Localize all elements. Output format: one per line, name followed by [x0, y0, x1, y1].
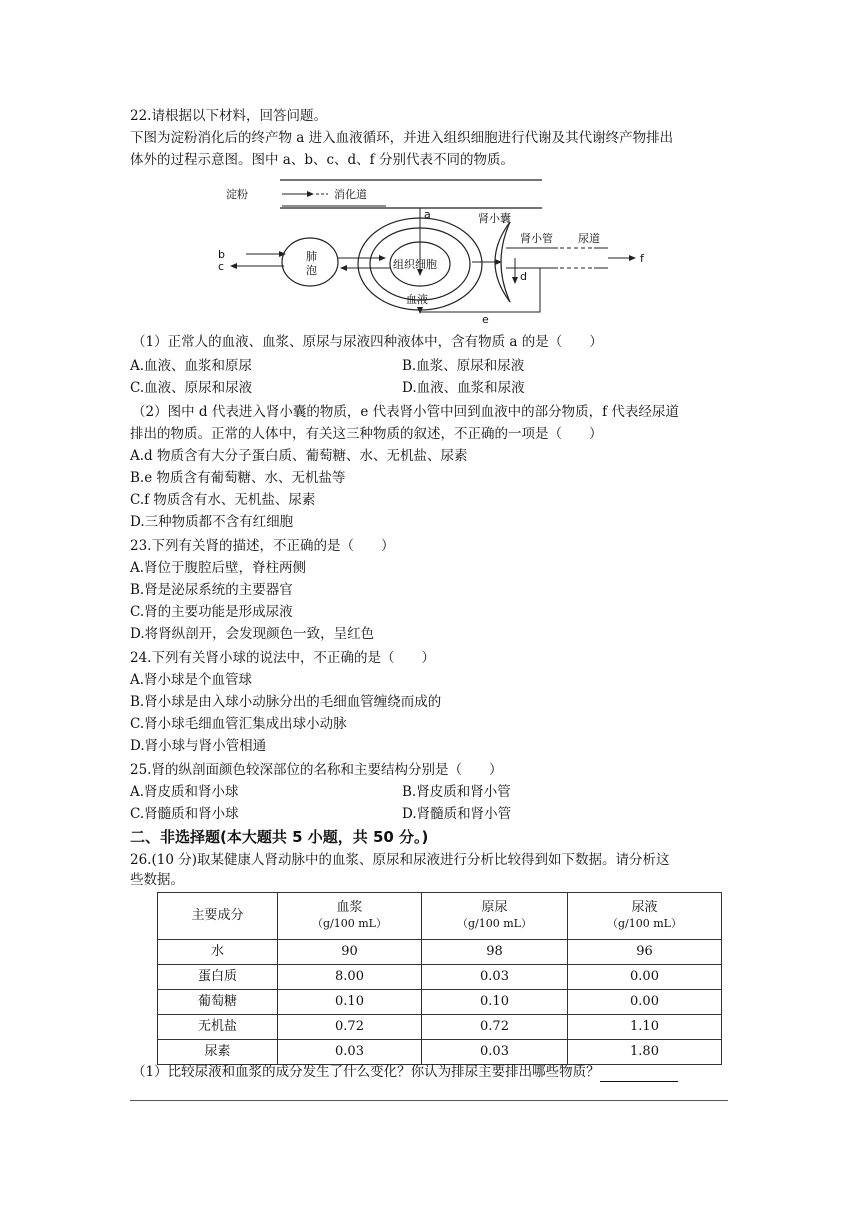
q23-opt-c: C.肾的主要功能是形成尿液: [130, 604, 293, 620]
q26-sub1: [132, 1062, 678, 1082]
table-cell: 0.72: [422, 1015, 568, 1040]
table-header-row: [158, 893, 722, 940]
q24-opt-d: D.肾小球与肾小管相通: [130, 738, 267, 754]
diagram-blood-label: 血液: [406, 293, 428, 306]
q22-intro-line2: 体外的过程示意图。图中 a、b、c、d、f 分别代表不同的物质。: [130, 152, 514, 168]
q22-sub2-opt-d: D.三种物质都不含有红细胞: [130, 514, 294, 530]
diagram-f-label: f: [640, 252, 644, 265]
table-cell: 0.10: [422, 990, 568, 1015]
table-row-label: 无机盐: [158, 1015, 278, 1040]
circulation-diagram: [210, 172, 650, 324]
table-row-label: 蛋白质: [158, 965, 278, 990]
q22-sub2-opt-b: B.e 物质含有葡萄糖、水、无机盐等: [130, 470, 346, 486]
diagram-tissue-label: 组织细胞: [393, 258, 437, 271]
diagram-digestive-label: 消化道: [334, 188, 367, 201]
table-cell: 0.10: [278, 990, 422, 1015]
q22-intro-line1: 下图为淀粉消化后的终产物 a 进入血液循环，并进入组织细胞进行代谢及其代谢终产物排出: [130, 130, 674, 146]
table-row-label: 葡萄糖: [158, 990, 278, 1015]
q26-sub1-text: （1）比较尿液和血浆的成分发生了什么变化？你认为排尿主要排出哪些物质？: [132, 1064, 600, 1080]
composition-table: [157, 892, 722, 1065]
table-col-primary-urine: [422, 893, 568, 940]
table-row: [158, 990, 722, 1015]
table-col-name: 血浆: [336, 900, 363, 915]
q23-opt-b: B.肾是泌尿系统的主要器官: [130, 582, 293, 598]
table-cell: 1.10: [568, 1015, 722, 1040]
diagram-b-label: b: [218, 248, 225, 261]
diagram-lung-label1: 肺: [306, 250, 317, 263]
table-cell: 90: [278, 940, 422, 965]
q26-line2: 些数据。: [130, 872, 184, 888]
q22-sub1-opt-a: A.血液、血浆和原尿: [130, 358, 253, 374]
diagram-tubule-label: 肾小管: [520, 232, 553, 245]
q22-sub1-opt-d: D.血液、血浆和尿液: [402, 380, 525, 396]
q26-line1: 26.(10 分)取某健康人肾动脉中的血浆、原尿和尿液进行分析比较得到如下数据。请分析这: [130, 852, 670, 868]
diagram-a-label: a: [424, 208, 431, 221]
table-col-name: 尿液: [631, 900, 658, 915]
q24-opt-b: B.肾小球是由入球小动脉分出的毛细血管缠绕而成的: [130, 694, 442, 710]
table-col-plasma: [278, 893, 422, 940]
diagram-d-label: d: [520, 270, 527, 283]
q24-title: 24.下列有关肾小球的说法中，不正确的是（ ）: [130, 650, 435, 666]
table-col-urine: [568, 893, 722, 940]
table-row-label: 尿素: [158, 1040, 278, 1065]
table-cell: 8.00: [278, 965, 422, 990]
diagram-capsule-label: 肾小囊: [478, 212, 511, 225]
diagram-urethra-label: 尿道: [578, 232, 600, 245]
q25-opt-b: B.肾皮质和肾小管: [402, 784, 511, 800]
table-cell: 98: [422, 940, 568, 965]
q22-title: 22.请根据以下材料，回答问题。: [130, 108, 327, 124]
table-col-unit: （g/100 mL）: [457, 917, 532, 930]
table-cell: 0.03: [422, 1040, 568, 1065]
table-corner: 主要成分: [158, 893, 278, 940]
diagram-lung-label2: 泡: [306, 264, 317, 277]
table-cell: 0.03: [422, 965, 568, 990]
table-col-unit: （g/100 mL）: [312, 917, 387, 930]
q22-sub2-opt-a: A.d 物质含有大分子蛋白质、葡萄糖、水、无机盐、尿素: [130, 448, 468, 464]
q23-title: 23.下列有关肾的描述，不正确的是（ ）: [130, 538, 395, 554]
page-bottom-rule: [130, 1100, 728, 1101]
table-row: [158, 1015, 722, 1040]
table-cell: 1.80: [568, 1040, 722, 1065]
table-col-name: 原尿: [481, 900, 508, 915]
table-cell: 0.72: [278, 1015, 422, 1040]
table-cell: 0.03: [278, 1040, 422, 1065]
q22-sub2-opt-c: C.f 物质含有水、无机盐、尿素: [130, 492, 316, 508]
q23-opt-d: D.将肾纵剖开，会发现颜色一致，呈红色: [130, 626, 375, 642]
q24-opt-c: C.肾小球毛细血管汇集成出球小动脉: [130, 716, 347, 732]
table-cell: 0.00: [568, 965, 722, 990]
q22-sub1: （1）正常人的血液、血浆、原尿与尿液四种液体中，含有物质 a 的是（ ）: [132, 334, 603, 350]
q22-sub2-line1: （2）图中 d 代表进入肾小囊的物质，e 代表肾小管中回到血液中的部分物质，f 代表经尿道: [132, 404, 679, 420]
diagram-starch-label: 淀粉: [226, 188, 248, 201]
table-cell: 0.00: [568, 990, 722, 1015]
q25-opt-c: C.肾髓质和肾小球: [130, 806, 239, 822]
q25-title: 25.肾的纵剖面颜色较深部位的名称和主要结构分别是（ ）: [130, 762, 503, 778]
answer-blank[interactable]: [600, 1067, 678, 1082]
q22-sub2-line2: 排出的物质。正常的人体中，有关这三种物质的叙述，不正确的一项是（ ）: [130, 426, 603, 442]
table-row: [158, 965, 722, 990]
q22-sub1-opt-c: C.血液、原尿和尿液: [130, 380, 253, 396]
table-cell: 96: [568, 940, 722, 965]
q25-opt-a: A.肾皮质和肾小球: [130, 784, 239, 800]
q24-opt-a: A.肾小球是个血管球: [130, 672, 253, 688]
section-heading: 二、非选择题(本大题共 5 小题，共 50 分。): [130, 828, 429, 846]
diagram-e-label: e: [482, 313, 489, 324]
table-col-unit: （g/100 mL）: [607, 917, 682, 930]
table-row: [158, 940, 722, 965]
diagram-c-label: c: [218, 260, 225, 273]
q23-opt-a: A.肾位于腹腔后壁，脊柱两侧: [130, 560, 307, 576]
q22-sub1-opt-b: B.血浆、原尿和尿液: [402, 358, 525, 374]
table-row: [158, 1040, 722, 1065]
table-row-label: 水: [158, 940, 278, 965]
q25-opt-d: D.肾髓质和肾小管: [402, 806, 512, 822]
